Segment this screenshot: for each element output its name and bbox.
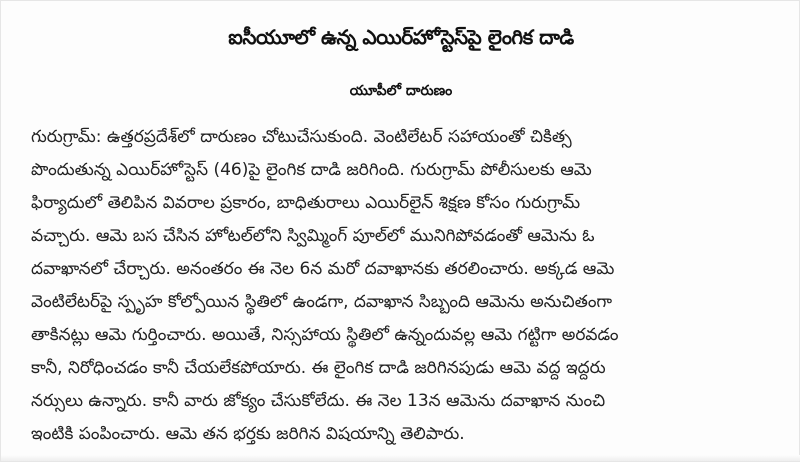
body-line: దవాఖానలో చేర్చారు. అనంతరం ఈ నెల 6న మరో దవాఖానకు తరలించారు. అక్కడ ఆమె bbox=[31, 259, 615, 279]
body-line: ఫిర్యాదులో తెలిపిన వివరాల ప్రకారం, బాధితురాలు ఎయిర్‌లైన్ శిక్షణ కోసం గురుగ్రామ్ bbox=[31, 193, 581, 213]
article-body bbox=[31, 121, 771, 451]
body-line: ఇంటికి పంపించారు. ఆమె తన భర్తకు జరిగిన విషయాన్ని తెలిపారు. bbox=[31, 424, 465, 444]
body-line: గురుగ్రామ్: ఉత్తరప్రదేశ్‌లో దారుణం చోటుచేసుకుంది. వెంటిలేటర్ సహాయంతో చికిత్స bbox=[31, 127, 572, 147]
page-edge-shadow bbox=[1, 455, 800, 461]
body-line: వెంటిలేటర్‌పై స్పృహ కోల్పోయిన స్థితిలో ఉండగా, దవాఖాన సిబ్బంది ఆమెను అనుచితంగా bbox=[31, 292, 613, 312]
body-line: పొందుతున్న ఎయిర్‌హోస్టెస్ (46)పై లైంగిక దాడి జరిగింది. గురుగ్రామ్ పోలీసులకు ఆమె bbox=[31, 160, 592, 180]
body-line: నర్సులు ఉన్నారు. కానీ వారు జోక్యం చేసుకోలేదు. ఈ నెల 13న ఆమెను దవాఖాన నుంచి bbox=[31, 391, 606, 411]
headline: ఐసీయూలో ఉన్న ఎయిర్‌హోస్టెస్‌పై లైంగిక దాడి bbox=[228, 25, 574, 49]
subheadline: యూపీలో దారుణం bbox=[349, 83, 453, 99]
body-line: తాకినట్లు ఆమె గుర్తించారు. అయితే, నిస్సహాయ స్థితిలో ఉన్నందువల్ల ఆమె గట్టిగా అరవడం bbox=[31, 325, 619, 345]
body-line: వచ్చారు. ఆమె బస చేసిన హోటల్‌లోని స్విమ్మింగ్ పూల్‌లో మునిగిపోవడంతో ఆమెను ఓ bbox=[31, 226, 595, 246]
body-line: కానీ, నిరోధించడం కానీ చేయలేకపోయారు. ఈ లైంగిక దాడి జరిగినపుడు ఆమె వద్ద ఇద్దరు bbox=[31, 358, 606, 378]
